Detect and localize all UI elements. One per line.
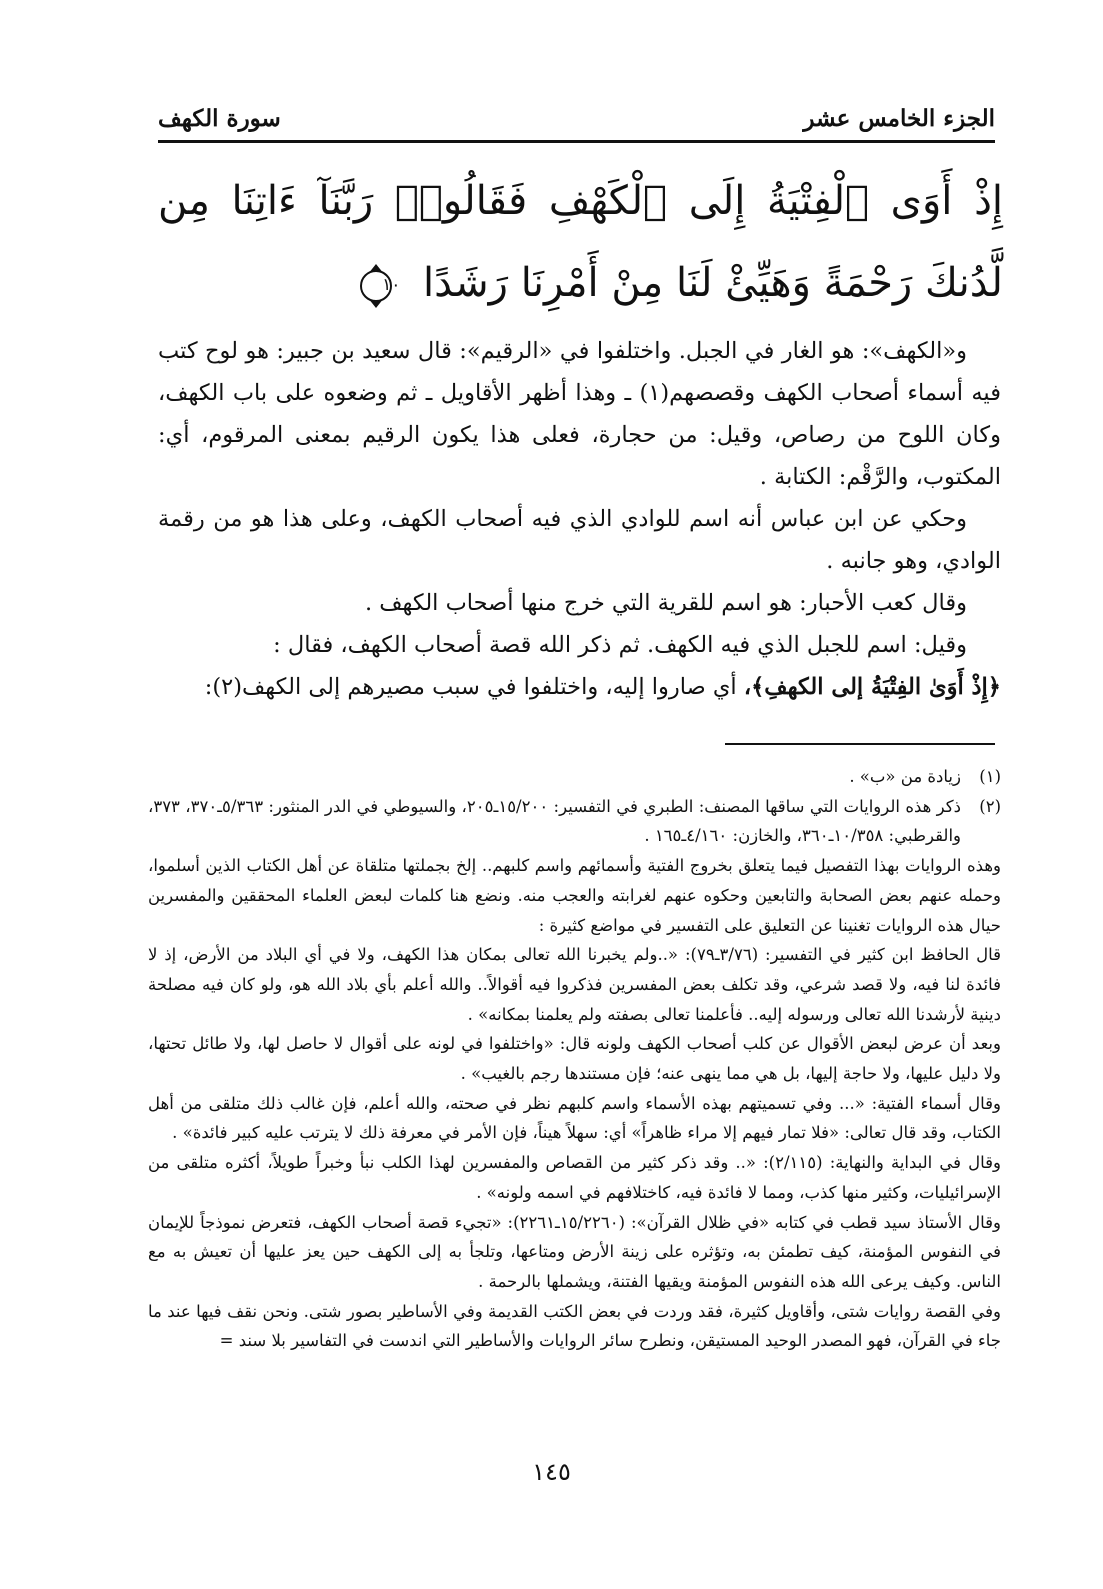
paragraph-ibn-abbas: وحكي عن ابن عباس أنه اسم للوادي الذي فيه أصحاب الكهف، وعلى هذا هو من رقمة الوادي، وهو جانبه . (158, 506, 1001, 574)
verse-text: إِذْ أَوَى ٱلْفِتْيَةُ إِلَى ٱلْكَهْفِ فَقَالُوا۟ رَبَّنَآ ءَاتِنَا مِن لَّدُنكَ رَحْمَةً وَهَيِّئْ لَنَا مِنْ أَمْرِنَا رَشَدًا (158, 178, 1003, 306)
paragraph-kahf-raqim: و«الكهف»: هو الغار في الجبل. واختلفوا في «الرقيم»: قال سعيد بن جبير: هو لوح كتب فيه أسماء أصحاب الكهف وقصصهم(١) ـ وهذا أظهر الأقاويل ـ ثم وضعوه على باب الكهف، وكان اللوح من رصاص، وقيل: من حجارة، فعلى هذا يكون الرقيم بمعنى المرقوم، أي: المكتوب، والرَّقْم: الكتابة . (158, 338, 1001, 490)
page-number: ١٤٥ (532, 1458, 571, 1486)
footnote-text: ذكر هذه الروايات التي ساقها المصنف: الطبري في التفسير: ١٥/٢٠٠ـ٢٠٥، والسيوطي في الدر المنثور: ٥/٣٦٣ـ٣٧٠، ٣٧٣، والقرطبي: ١٠/٣٥٨ـ٣٦٠، والخازن: ٤/١٦٠ـ١٦٥ . (148, 796, 961, 846)
footnote-continuation: وقال في البداية والنهاية: (٢/١١٥): «.. وقد ذكر كثير من القصاص والمفسرين لهذا الكلب نبأ وخبراً طويلاً، أكثره متلقى من الإسرائيليات، وكثير منها كذب، ومما لا فائدة فيه، كاختلافهم في اسمه ولونه» . (148, 1153, 1001, 1202)
footnote-text: زيادة من «ب» . (849, 767, 961, 786)
footnote-separator (725, 743, 995, 745)
paragraph-verse-quote (158, 666, 1001, 708)
quran-verse (158, 160, 1003, 324)
paragraph-kab-ahbar: وقال كعب الأحبار: هو اسم للقرية التي خرج منها أصحاب الكهف . (364, 590, 967, 616)
footnote-continuation: وقال الأستاذ سيد قطب في كتابه «في ظلال القرآن»: (١٥/٢٢٦٠ـ٢٢٦١): «تجيء قصة أصحاب الكهف، فتعرض نموذجاً للإيمان في النفوس المؤمنة، كيف تطمئن به، وتؤثره على زينة الأرض ومتاعها، وتلجأ به إلى الكهف حين يعز عليها أن تعيش به مع الناس. وكيف يرعى الله هذه النفوس المؤمنة ويقيها الفتنة، ويشملها بالرحمة . (148, 1212, 1001, 1291)
paragraph-mountain: وقيل: اسم للجبل الذي فيه الكهف. ثم ذكر الله قصة أصحاب الكهف، فقال : (273, 632, 967, 658)
footnote-continuation: وهذه الروايات بهذا التفصيل فيما يتعلق بخروج الفتية وأسمائهم واسم كلبهم.. إلخ بجملتها متلقاة عن أهل الكتاب الذين أسلموا، وحمله عنهم بعض الصحابة والتابعين وحكوه عنهم لغرابته والعجب منه. ونضع هنا كلمات لبعض العلماء المحققين والمفسرين حيال هذه الروايات تغنينا عن التعليق على التفسير في مواضع كثيرة : (148, 856, 1001, 935)
running-head (158, 92, 995, 132)
footnote-continuation: وبعد أن عرض لبعض الأقوال عن كلب أصحاب الكهف ولونه قال: «واختلفوا في لونه على أقوال لا حاصل لها، ولا طائل تحتها، ولا دليل عليها، ولا حاجة إليها، بل هي مما ينهى عنه؛ فإن مستندها رجم بالغيب» . (148, 1034, 1001, 1084)
header-rule (158, 140, 995, 143)
surah-title: سورة الكهف (158, 105, 281, 132)
footnotes (148, 762, 1001, 1356)
commentary-text (158, 330, 1001, 708)
footnote-continuation: قال الحافظ ابن كثير في التفسير: (٣/٧٦ـ٧٩): «..ولم يخبرنا الله تعالى بمكان هذا الكهف، ولا في أي البلاد من الأرض، إذ لا فائدة لنا فيه، ولا قصد شرعي، وقد تكلف بعض المفسرين فذكروا فيه أقوالاً.. والله أعلم بأي بلاد الله هو، ولو كان فيه مصلحة دينية لأرشدنا الله تعالى ورسوله إليه.. فأعلمنا تعالى بصفته ولم يعلمنا بمكانه» . (148, 945, 1001, 1024)
quote-explanation: أي صاروا إليه، واختلفوا في سبب مصيرهم إلى الكهف(٢): (204, 674, 744, 700)
footnote-number: (١) (979, 767, 1001, 786)
footnote-1 (148, 762, 1001, 792)
part-title: الجزء الخامس عشر (803, 105, 995, 132)
footnote-continuation: وفي القصة روايات شتى، وأقاويل كثيرة، فقد وردت في بعض الكتب القديمة وفي الأساطير بصور شتى. ونحن نقف فيها عند ما جاء في القرآن، فهو المصدر الوحيد المستيقن، ونطرح سائر الروايات والأساطير التي اندست في التفاسير بلا سند = (148, 1301, 1001, 1351)
footnote-number: (٢) (979, 796, 1001, 816)
footnote-continuation: وقال أسماء الفتية: «... وفي تسميتهم بهذه الأسماء واسم كلبهم نظر في صحته، والله أعلم، فإن غالب ذلك متلقى من أهل الكتاب، وقد قال تعالى: «فلا تمار فيهم إلا مراء ظاهراً» أي: سهلاً هيناً، فإن الأمر في معرفة ذلك لا يترتب عليه كبير فائدة» . (148, 1093, 1001, 1143)
quoted-verse: ﴿إِذْ أَوَىٰ الفِتْيَةُ إلى الكهفِ﴾، (743, 674, 1001, 700)
verse-number: ١٠ (382, 275, 401, 295)
verse-number-marker (352, 262, 400, 310)
footnote-2 (148, 792, 1001, 851)
